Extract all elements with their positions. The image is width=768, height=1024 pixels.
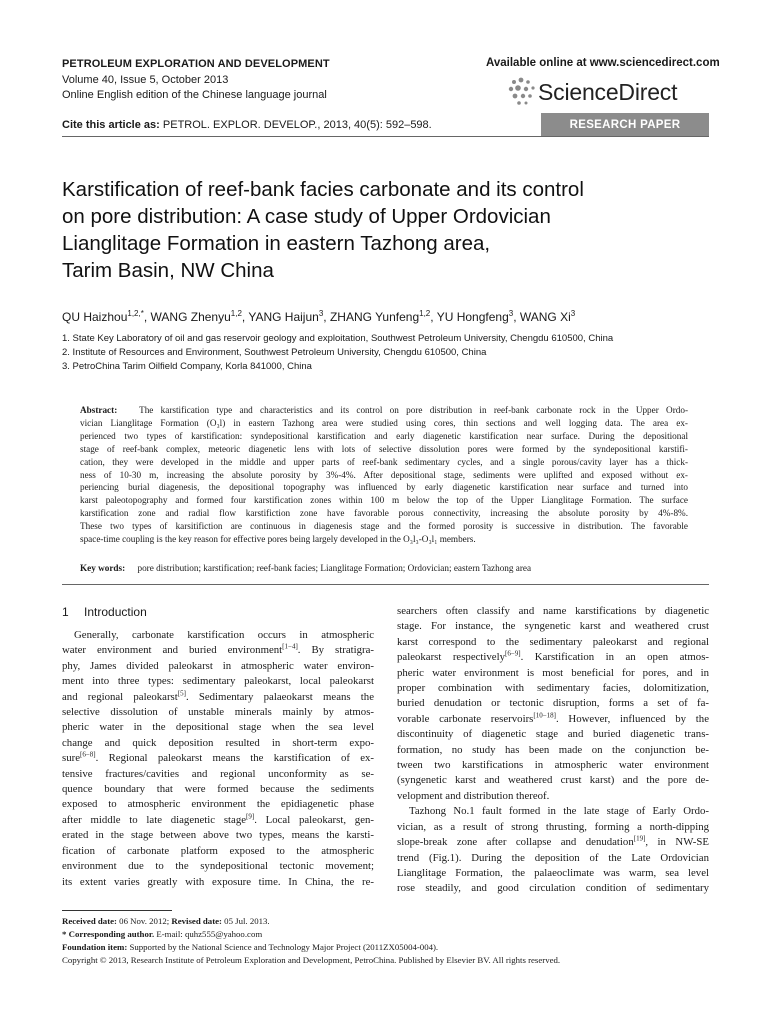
- keywords-label: Key words:: [80, 563, 126, 573]
- body-text-line: sure[6−8]. Regional paleokarst means the karstification of ex-: [62, 750, 374, 765]
- body-text-line: trend (Fig.1). During the deposition of the Late Ordovician: [397, 851, 709, 864]
- section-title: Introduction: [84, 605, 147, 619]
- body-text-line: pheric water environment is most beneficial for pores, and in: [397, 666, 709, 679]
- affiliation: 1. State Key Laboratory of oil and gas reservoir geology and exploitation, Southwest Petroleum University, Chengdu 610500, China: [62, 333, 614, 344]
- author-name: QU Haizhou: [62, 310, 128, 324]
- footnote-foundation: Foundation item: Supported by the National Science and Technology Major Project (2011ZX05004-004).: [62, 942, 439, 952]
- article-type-badge: RESEARCH PAPER: [541, 113, 709, 136]
- body-text-line: vorable carbonate reservoirs[10−18]. However, influenced by the: [397, 711, 710, 725]
- body-text-line: pheric water in the depositional stage when the sea level: [62, 721, 374, 734]
- body-text-line: erated in the stage between above two types, means the karsti-: [62, 829, 374, 842]
- abstract-line: Abstract: The karstification type and characteristics and its control on pore distribution in reef-bank carbonate rock in the Upper Ordo-: [80, 405, 688, 415]
- body-text-line: stage. For instance, the syngenetic karst and weathered crust: [397, 620, 709, 633]
- section-heading: [62, 605, 147, 619]
- abstract-line: periencing burial diagenesis, the depositional topography was influenced by early diagenetic karstification near surface and turned into: [80, 482, 688, 493]
- body-text-line: buried denudation or tectonic disruption, forms a set of fa-: [397, 697, 709, 710]
- body-text-line: phy, James divided paleokarst in atmospheric water environ-: [62, 659, 374, 672]
- body-text-line: slope-break zone after collapse and denudation[19], in NW-SE: [397, 834, 709, 849]
- affiliation: 2. Institute of Resources and Environment, Southwest Petroleum University, Chengdu 610500, China: [62, 347, 487, 358]
- body-text-line: tensive fractures/cavities and regional unconformity as se-: [62, 767, 374, 780]
- author-affiliation-mark: 1,2: [230, 309, 242, 318]
- footnote-dates: Received date: 06 Nov. 2012; Revised date: 05 Jul. 2013.: [62, 916, 270, 926]
- article-title: [62, 176, 722, 284]
- body-text-line: quence boundary that were formed because the sediments: [62, 783, 374, 796]
- footnote-copyright: Copyright © 2013, Research Institute of Petroleum Exploration and Development, PetroChina. Published by Elsevier BV. All rights reserved.: [62, 955, 561, 965]
- cite-text: PETROL. EXPLOR. DEVELOP., 2013, 40(5): 592–598.: [162, 119, 432, 131]
- author-affiliation-mark: 3: [508, 309, 514, 318]
- abstract: [80, 404, 688, 546]
- body-text-line: its extent varies greatly with exposure time. In China, the re-: [62, 875, 374, 888]
- abstract-line: space-time coupling is the key reason for effective pores being largely developed in the O₃l₃-O₃l₁ members.: [80, 534, 476, 545]
- author-affiliation-mark: 1,2: [419, 309, 431, 318]
- author-affiliation-mark: 3: [318, 309, 324, 318]
- title-line: Tarim Basin, NW China: [62, 259, 274, 282]
- author-list: QU Haizhou$^{1,2,*}$, WANG Zhenyu$^{1,2}$, YANG Haijun$^3$, ZHANG Yunfeng$^{1,2}$, YU Hongfeng$^3$, WANG Xi$^3$: [62, 309, 576, 324]
- citation-ref[interactable]: [6−8]: [80, 750, 96, 759]
- body-text-line: karst correspond to the sedimentary paleokarst and regional: [397, 635, 709, 648]
- title-line: on pore distribution: A case study of Upper Ordovician: [62, 205, 551, 228]
- title-line: Karstification of reef-bank facies carbonate and its control: [62, 178, 584, 201]
- affiliation: 3. PetroChina Tarim Oilfield Company, Korla 841000, China: [62, 361, 312, 372]
- author-name: WANG Xi: [519, 310, 571, 324]
- author-name: YU Hongfeng: [436, 310, 509, 324]
- keywords-text: pore distribution; karstification; reef-bank facies; Lianglitage Formation; Ordovician; eastern Tazhong area: [137, 563, 532, 573]
- body-text-line: vician, as a result of strong thrusting, forming a north-dipping: [397, 820, 709, 833]
- author-affiliation-mark: 3: [570, 309, 576, 318]
- author-name: WANG Zhenyu: [150, 310, 231, 324]
- body-text-line: Generally, carbonate karstification occurs in atmospheric: [74, 629, 374, 641]
- body-text-line: after middle to late diagenetic stage[9]. Local paleokarst, gen-: [62, 812, 374, 826]
- citation-ref[interactable]: [9]: [246, 812, 255, 821]
- body-text-line: Lianglitage Formation, the palaeoclimate was warm, sea level: [397, 866, 709, 879]
- footnote-divider: [62, 910, 172, 911]
- body-text-line: proper combination with sedimentary facies, dolomitization,: [397, 682, 709, 695]
- abstract-line: vician Lianglitage Formation (O₃l) in eastern Tazhong area were studied using cores, thin sections and well logging data. The area ex-: [80, 417, 688, 428]
- abstract-divider: [62, 584, 709, 585]
- body-text-line: change and quick deposition resulted in short-term expo-: [62, 736, 374, 749]
- abstract-line: karst paleotopography and formed four karstification zones within 100 m below the top of the Upper Lianglitage Formation. The surface: [80, 495, 688, 506]
- author-name: YANG Haijun: [248, 310, 319, 324]
- abstract-line: perienced two types of karstification: syndepositional karstification and early diagenetic karstification near surface. During the depositional: [80, 430, 688, 441]
- abstract-label: Abstract:: [80, 405, 140, 415]
- body-text-line: environment due to the syndepositional tectonic movement;: [62, 860, 374, 873]
- body-column-right: [397, 604, 709, 897]
- abstract-line: ness of 10-30 m, increasing the absolute porosity by 3%-4%. After depositional stage, sediments were uplifted and exposed without ex-: [80, 469, 688, 480]
- email-link[interactable]: E-mail: quhz555@yahoo.com: [156, 929, 263, 939]
- abstract-line: stage of reef-bank complex, meteoric diagenetic lens with lots of selective dissolution pores were formed by the syndepositional karstifi-: [80, 443, 688, 454]
- body-text-line: fication of carbonate platform exposed to the atmospheric: [62, 844, 374, 857]
- body-text-line: water environment and buried environment[1−4]. By stratigra-: [62, 642, 375, 657]
- body-text-line: formation, no study has been made on the conjunction be-: [397, 743, 709, 756]
- body-text-line: exposed to atmospheric environment the epidiagenetic phase: [62, 798, 374, 811]
- footnote-corresponding: * Corresponding author. E-mail: quhz555@yahoo.com: [62, 929, 263, 939]
- citation-ref[interactable]: [19]: [633, 834, 646, 843]
- abstract-line: karstification zone and radial flow karstifiction zone have favorable porous connectivity, increasing the absolute porosity by 4%-8%.: [80, 508, 688, 519]
- abstract-line: cation, they were developed in the middle and upper parts of reef-bank sedimentary cycles, and a single porous/cavity layer has a thick-: [80, 456, 688, 467]
- body-text-line: searchers often classify and name karstifications by diagenetic: [397, 605, 709, 617]
- author-name: ZHANG Yunfeng: [329, 310, 420, 324]
- author-affiliation-mark: 1,2,*: [127, 309, 144, 318]
- body-text-line: ment into three types: sedimentary paleokarst, local paleokarst: [62, 675, 374, 688]
- sciencedirect-wordmark: ScienceDirect: [538, 79, 678, 105]
- keywords: [80, 563, 531, 573]
- body-text-line: rose steadily, and good circulation condition of sedimentary: [397, 882, 709, 895]
- body-column-left: [62, 628, 374, 890]
- abstract-line: These two types of karsitifiction are continuous in diagenesis stage and the formed porosity is successive in distribution. The favorable: [80, 521, 688, 532]
- citation-line: [62, 119, 432, 131]
- citation-ref[interactable]: [5]: [177, 689, 186, 698]
- body-text-line: tween two karstifications in atmospheric water environment: [397, 759, 709, 772]
- body-text-line: Tazhong No.1 fault formed in the late stage of Early Ordo-: [409, 805, 709, 818]
- cite-label: Cite this article as:: [62, 119, 160, 131]
- body-text-line: paleokarst respectively[6−9]. Karstification in an open atmos-: [397, 649, 709, 664]
- citation-ref[interactable]: [10−18]: [533, 711, 556, 720]
- body-text-line: (syngenetic karst and weathered crust karst) and the pore de-: [397, 774, 709, 787]
- journal-edition: Online English edition of the Chinese language journal: [62, 89, 327, 101]
- journal-volume-issue: Volume 40, Issue 5, October 2013: [62, 74, 229, 86]
- journal-name: PETROLEUM EXPLORATION AND DEVELOPMENT: [62, 58, 330, 70]
- available-online-link[interactable]: Available online at www.sciencedirect.com: [486, 57, 720, 69]
- body-text-line: and regional paleokarst[5]. Sedimentary palaeokarst means the: [62, 689, 374, 703]
- title-line: Lianglitage Formation in eastern Tazhong area,: [62, 232, 491, 255]
- citation-ref[interactable]: [1−4]: [282, 642, 298, 651]
- citation-ref[interactable]: [6−9]: [505, 649, 521, 658]
- section-number: 1: [62, 605, 69, 619]
- body-text-line: discontinuity of diagenetic stage and buried diagenetic trans-: [397, 728, 709, 741]
- body-text-line: selective dissolution of unstable minerals mainly by atmos-: [62, 706, 374, 719]
- body-text-line: velopment and distribution thereof.: [397, 789, 550, 802]
- header-divider: [62, 136, 709, 137]
